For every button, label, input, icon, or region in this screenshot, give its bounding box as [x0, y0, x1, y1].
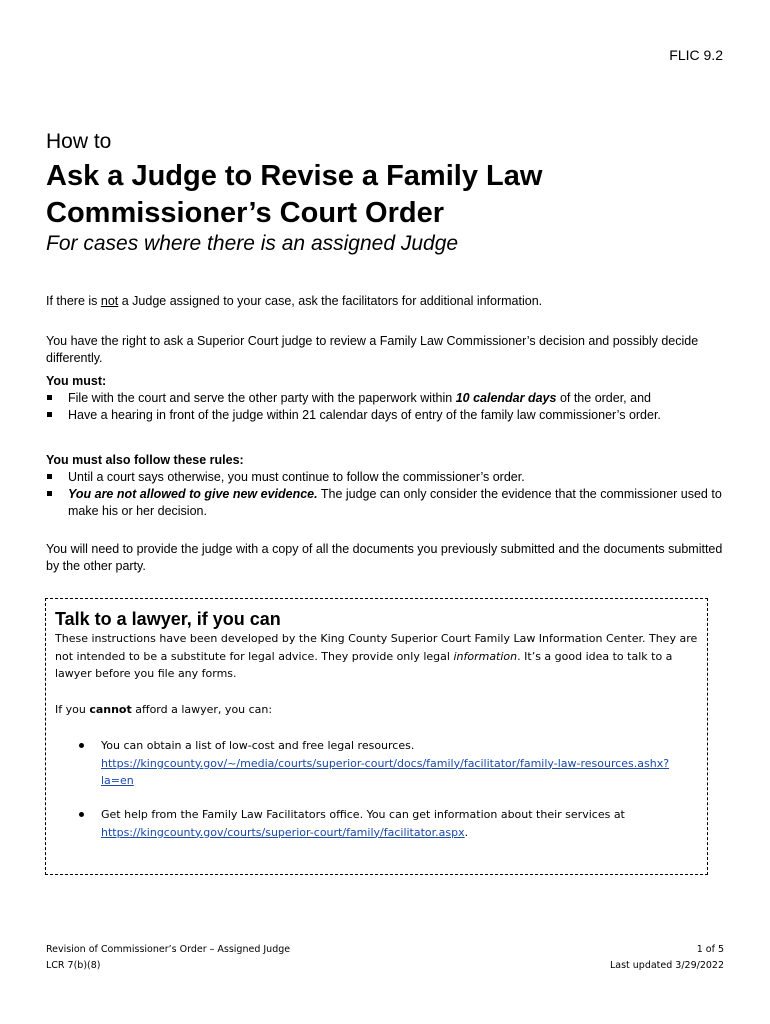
list-item: Have a hearing in front of the judge within 21 calendar days of entry of the family law commissioner’s order. [46, 407, 736, 424]
title-prefix: How to [46, 130, 112, 153]
emphasis-not: not [100, 294, 119, 308]
lawyer-callout-box [45, 598, 708, 875]
rules-section [46, 452, 736, 520]
page-title: Ask a Judge to Revise a Family Law Commissioner’s Court Order [46, 160, 543, 229]
list-item: Get help from the Family Law Facilitators office. You can get information about their services at https://kingcounty.gov/courts/superior-court/family/facilitator.aspx. [101, 806, 691, 841]
cannot-afford-text: If you cannot afford a lawyer, you can: [55, 703, 273, 716]
last-updated: Last updated 3/29/2022 [609, 960, 724, 971]
page-subtitle: For cases where there is an assigned Judge [46, 232, 459, 255]
bullet-icon [79, 812, 84, 817]
right-to-ask-paragraph: You have the right to ask a Superior Court judge to review a Family Law Commissioner’s decision and possibly decide differently. [46, 334, 699, 365]
page-number: 1 of 5 [696, 944, 724, 955]
callout-intro: These instructions have been developed by the King County Superior Court Family Law Information Center. They are not intended to be a substitute for legal advice. They provide only legal information. It’s a good idea to talk to a lawyer before you file any forms. [55, 632, 698, 680]
list-item: You can obtain a list of low-cost and free legal resources. https://kingcounty.gov/~/media/courts/superior-court/docs/family/facilitator/family-law-resources.ashx?la=en [101, 737, 691, 790]
footer-doc-name: Revision of Commissioner’s Order – Assigned Judge [46, 944, 291, 955]
square-bullet-icon [47, 474, 52, 479]
square-bullet-icon [47, 395, 52, 400]
square-bullet-icon [47, 412, 52, 417]
footer-rule: LCR 7(b)(8) [46, 960, 101, 971]
list-item: You are not allowed to give new evidence. The judge can only consider the evidence that the commissioner used to make his or her decision. [46, 486, 736, 520]
form-code: FLIC 9.2 [669, 47, 723, 63]
square-bullet-icon [47, 491, 52, 496]
resources-link[interactable]: https://kingcounty.gov/~/media/courts/superior-court/docs/family/facilitator/family-law-resources.ashx?la=en [101, 756, 670, 787]
provide-documents-paragraph: You will need to provide the judge with a copy of all the documents you previously submitted and the documents submitted by the other party. [46, 542, 723, 573]
list-item: File with the court and serve the other party with the paperwork within 10 calendar days of the order, and [46, 390, 736, 407]
footer-left [46, 942, 290, 974]
rules-heading: You must also follow these rules: [46, 453, 244, 467]
no-judge-note: If there is not a Judge assigned to your case, ask the facilitators for additional information. [46, 294, 543, 308]
callout-title: Talk to a lawyer, if you can [55, 609, 281, 629]
must-section [46, 373, 736, 424]
bullet-icon [79, 743, 84, 748]
footer-right [610, 942, 724, 974]
facilitator-link[interactable]: https://kingcounty.gov/courts/superior-court/family/facilitator.aspx [101, 825, 465, 839]
list-item: Until a court says otherwise, you must continue to follow the commissioner’s order. [46, 469, 736, 486]
must-heading: You must: [46, 374, 107, 388]
